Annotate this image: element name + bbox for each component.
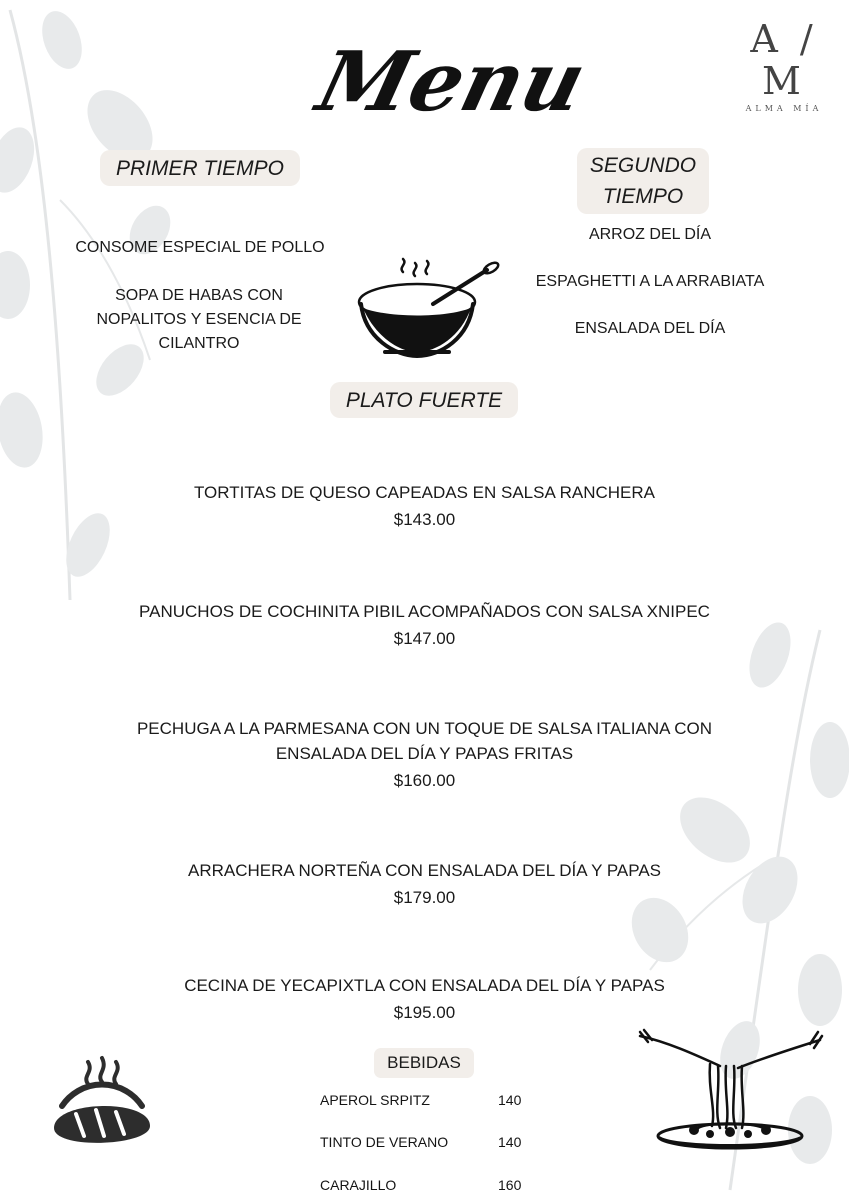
menu-title <box>308 28 595 140</box>
dish-price: $195.00 <box>393 1003 456 1022</box>
drink-name: APEROL SRPITZ <box>320 1092 430 1108</box>
drink-row-1 <box>320 1090 540 1110</box>
pasta-icon <box>638 1030 824 1154</box>
dish-name: TORTITAS DE QUESO CAPEADAS EN SALSA RANCHERA <box>193 483 655 502</box>
menu-title-text: Menu <box>308 33 595 130</box>
dish-price: $147.00 <box>393 629 456 648</box>
dish-price: $160.00 <box>393 771 456 790</box>
bebidas-heading: BEBIDAS <box>374 1048 474 1078</box>
drink-price: 140 <box>498 1092 522 1108</box>
dish-3 <box>90 716 759 793</box>
logo-mark: A / M <box>750 17 818 103</box>
drink-row-3 <box>320 1175 540 1195</box>
plato-fuerte-heading: PLATO FUERTE <box>330 382 518 418</box>
primer-tiempo-heading: PRIMER TIEMPO <box>100 150 300 186</box>
dish-name: ARRACHERA NORTEÑA CON ENSALADA DEL DÍA Y PAPAS <box>187 861 661 880</box>
dish-price: $143.00 <box>393 510 456 529</box>
primer-item-2: SOPA DE HABAS CON NOPALITOS Y ESENCIA DE CILANTRO <box>96 287 302 352</box>
dish-price: $179.00 <box>393 888 456 907</box>
soup-bowl-icon <box>355 258 500 362</box>
drink-price: 160 <box>498 1177 522 1193</box>
dish-name: PANUCHOS DE COCHINITA PIBIL ACOMPAÑADOS CON SALSA XNIPEC <box>139 602 710 621</box>
brand-logo <box>728 18 840 113</box>
logo-subtitle: ALMA MÍA <box>745 104 823 113</box>
segundo-tiempo-heading: SEGUNDO TIEMPO <box>577 148 709 214</box>
drink-name: CARAJILLO <box>320 1177 397 1193</box>
primer-item-1: CONSOME ESPECIAL DE POLLO <box>75 239 325 256</box>
bread-icon <box>48 1050 156 1160</box>
segundo-item-2: ESPAGHETTI A LA ARRABIATA <box>535 273 765 290</box>
segundo-item-3: ENSALADA DEL DÍA <box>574 320 726 337</box>
dish-2 <box>60 599 789 651</box>
drink-name: TINTO DE VERANO <box>320 1134 449 1150</box>
dish-1 <box>60 480 789 532</box>
drink-price: 140 <box>498 1134 522 1150</box>
drink-row-2 <box>320 1132 540 1152</box>
dish-5 <box>60 973 789 1025</box>
dish-name: PECHUGA A LA PARMESANA CON UN TOQUE DE SALSA ITALIANA CON ENSALADA DEL DÍA Y PAPAS FRITAS <box>136 719 713 763</box>
dish-4 <box>60 858 789 910</box>
dish-name: CECINA DE YECAPIXTLA CON ENSALADA DEL DÍA Y PAPAS <box>184 976 665 995</box>
segundo-item-1: ARROZ DEL DÍA <box>588 226 712 243</box>
